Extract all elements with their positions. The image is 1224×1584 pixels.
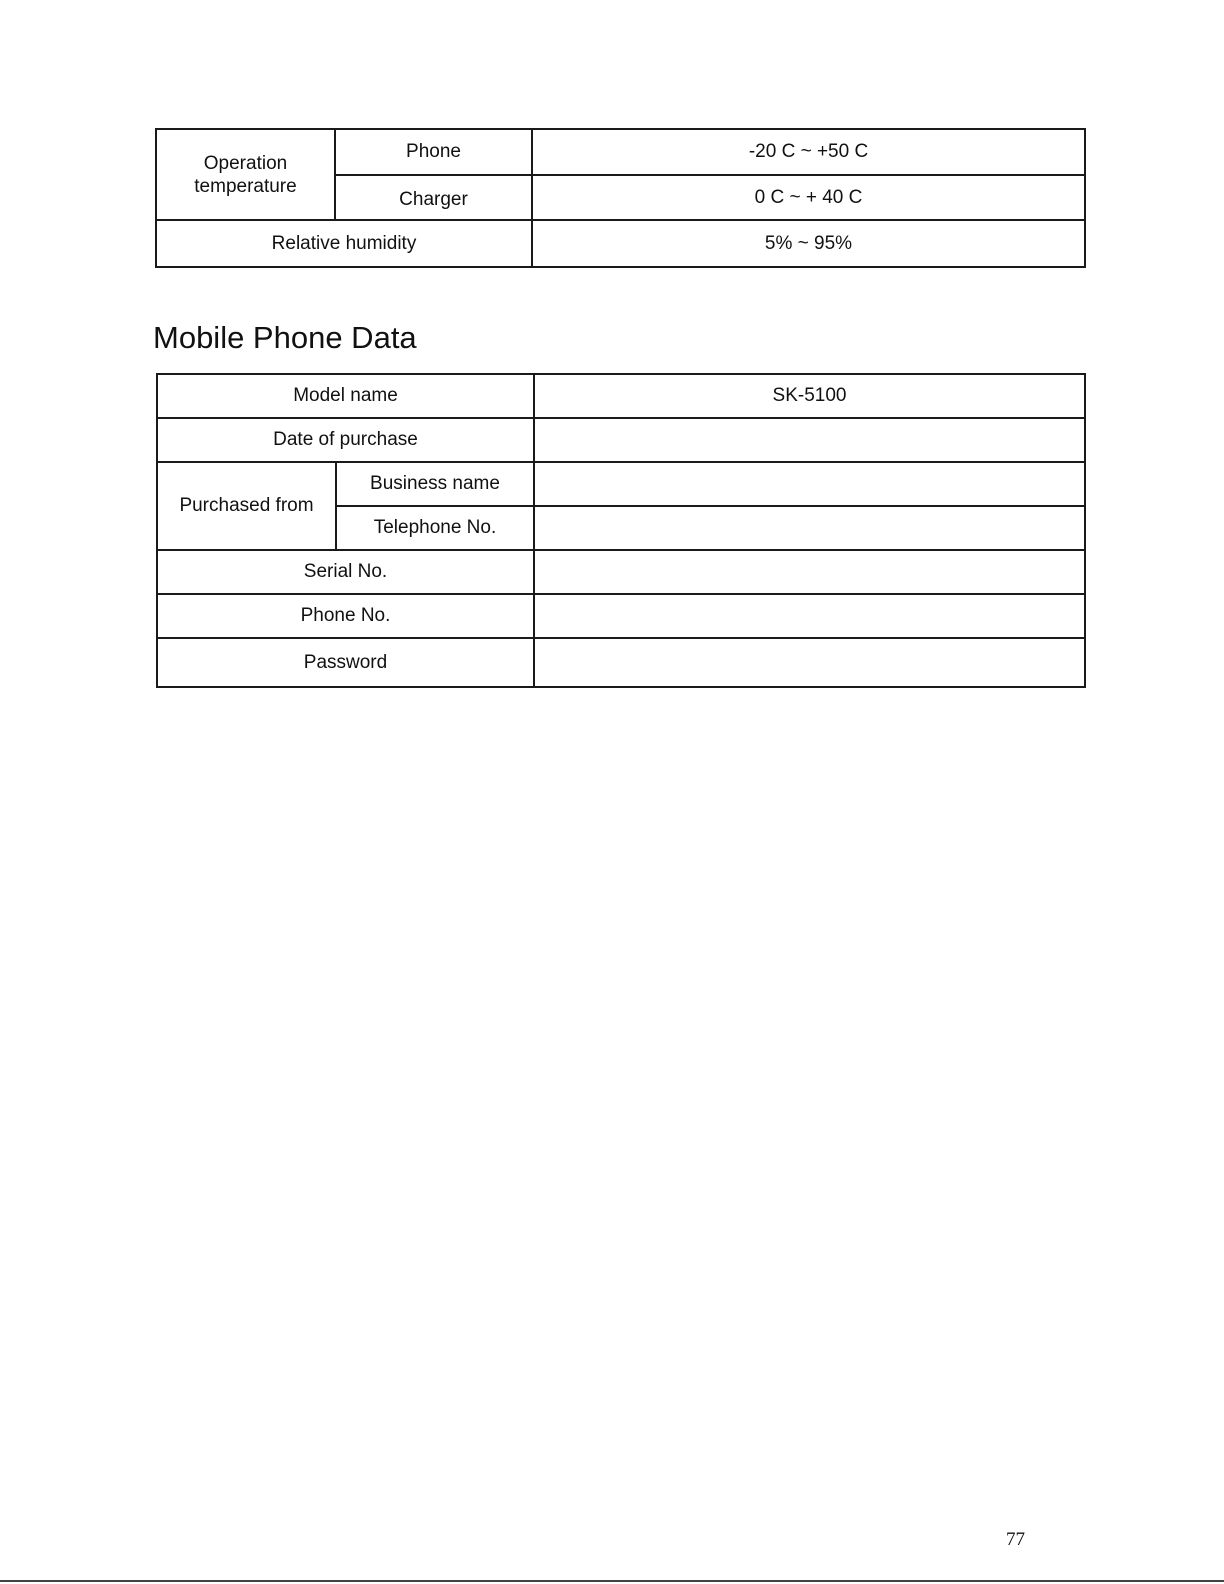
business-name-value[interactable] [534,462,1085,506]
bottom-divider [0,1580,1224,1582]
environment-spec-table [155,128,1086,268]
model-name-label: Model name [157,374,534,418]
charger-temp-label: Charger [335,175,532,220]
serial-label: Serial No. [157,550,534,594]
serial-value[interactable] [534,550,1085,594]
page-number: 77 [1006,1529,1025,1550]
charger-temp-value: 0 C ~ + 40 C [532,175,1085,220]
operation-temperature-label: Operation temperature [156,129,335,220]
date-of-purchase-value[interactable] [534,418,1085,462]
relative-humidity-label: Relative humidity [156,220,532,267]
purchased-from-label: Purchased from [157,462,336,550]
model-name-value: SK-5100 [534,374,1085,418]
mobile-phone-data-table [156,373,1086,688]
phone-no-label: Phone No. [157,594,534,638]
business-name-label: Business name [336,462,534,506]
telephone-value[interactable] [534,506,1085,550]
telephone-label: Telephone No. [336,506,534,550]
password-value[interactable] [534,638,1085,687]
relative-humidity-value: 5% ~ 95% [532,220,1085,267]
date-of-purchase-label: Date of purchase [157,418,534,462]
phone-no-value[interactable] [534,594,1085,638]
phone-temp-label: Phone [335,129,532,175]
section-title: Mobile Phone Data [153,320,417,355]
password-label: Password [157,638,534,687]
phone-temp-value: -20 C ~ +50 C [532,129,1085,175]
